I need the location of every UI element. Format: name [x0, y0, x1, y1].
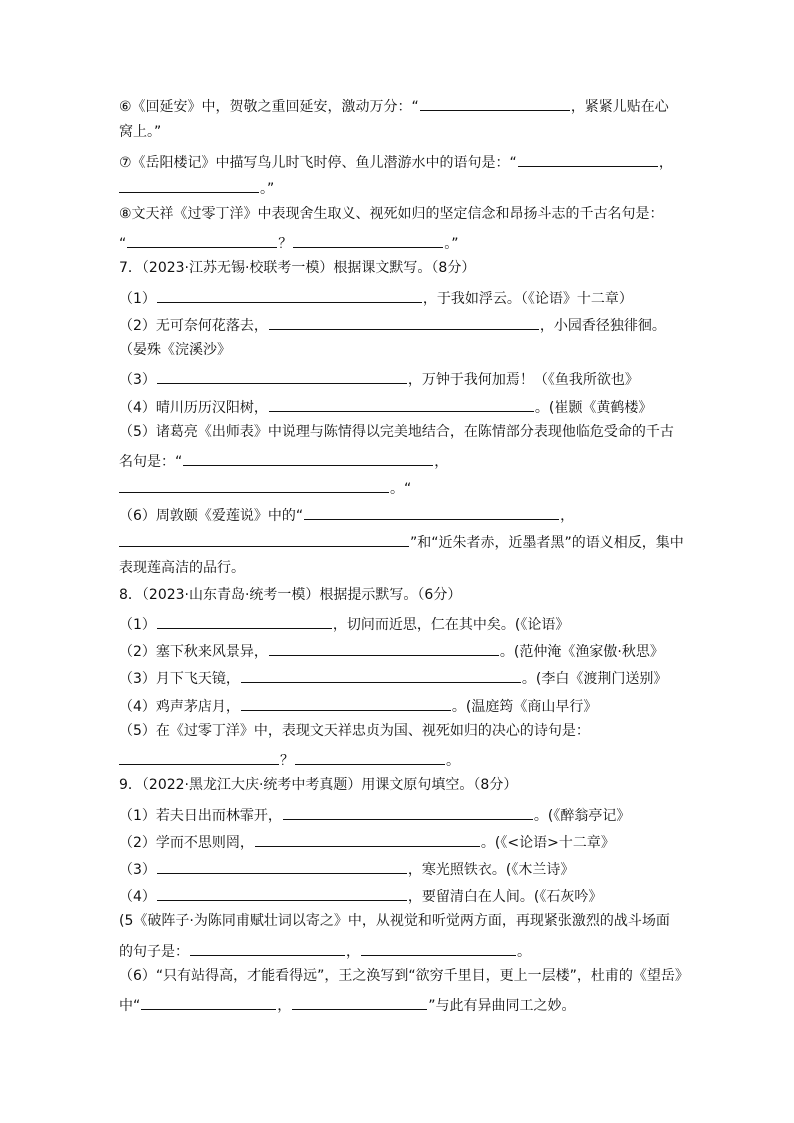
line-text: 9．（2022·黑龙江大庆·统考中考真题）用课文原句填空。（8分） [119, 777, 518, 793]
line-text: (5《破阵子·为陈同甫赋壮词以寄之》中，从视觉和听觉两方面，再现紧张激烈的战斗场面 [119, 913, 670, 929]
line-text: ，切问而近思，仁在其中矣。(《论语》 [332, 617, 570, 633]
q9-item-5-line-2 [119, 941, 531, 959]
q9-item-6-line-2 [119, 995, 576, 1013]
line-text: （1） [119, 617, 156, 633]
line-text: （4） [119, 889, 156, 905]
item-7-line-1 [119, 152, 673, 170]
q9-item-1 [119, 805, 630, 823]
line-text: （6）“只有站得高，才能看得远”，王之涣写到“欲穷千里目，更上一层楼”，杜甫的《望岳》 [119, 968, 689, 984]
line-text: （2）无可奈何花落去， [119, 318, 268, 334]
answer-blank[interactable] [241, 696, 451, 711]
line-text: ，紧紧儿贴在心 [570, 99, 669, 115]
q8-item-1 [119, 614, 569, 632]
answer-blank[interactable] [304, 505, 559, 520]
line-text: 表现莲高洁的品行。 [119, 560, 245, 576]
line-text: 。(范仲淹《渔家傲·秋思》 [499, 644, 664, 660]
answer-blank[interactable] [157, 369, 407, 384]
line-text: （2）塞下秋来风景异， [119, 644, 268, 660]
q7-item-5 [119, 424, 674, 442]
q7-item-5-line-3 [119, 478, 411, 496]
line-text: 。 [446, 753, 460, 769]
answer-blank[interactable] [190, 941, 345, 956]
item-6-line-1 [119, 96, 669, 114]
answer-blank[interactable] [183, 451, 433, 466]
line-text: 。(李白《渡荆门送别》 [521, 671, 668, 687]
q8-item-2 [119, 641, 664, 659]
line-text: ”和“近朱者赤，近墨者黑”的语义相反，集中 [410, 535, 684, 551]
answer-blank[interactable] [141, 995, 276, 1010]
answer-blank[interactable] [157, 288, 422, 303]
q9-item-2 [119, 832, 615, 850]
q8-item-4 [119, 696, 597, 714]
line-text: 中“ [119, 998, 141, 1014]
line-text: （4）鸡声茅店月， [119, 699, 240, 715]
line-text: ， [560, 508, 575, 524]
q7-item-6-line-2 [119, 532, 684, 550]
line-text: 的句子是： [119, 944, 189, 960]
line-text: ⑦《岳阳楼记》中描写鸟儿时飞时停、鱼儿潜游水中的语句是：“ [119, 155, 517, 171]
answer-blank[interactable] [269, 641, 499, 656]
line-text: 。 [517, 944, 531, 960]
line-text: ⑥《回延安》中，贺敬之重回延安，激动万分：“ [119, 99, 419, 115]
line-text: 。(崔颢《黄鹤楼》 [534, 400, 653, 416]
answer-blank[interactable] [293, 233, 443, 248]
line-text: 。(《醉翁亭记》 [533, 808, 631, 824]
answer-blank[interactable] [157, 859, 407, 874]
answer-blank[interactable] [518, 152, 658, 167]
q9-item-5 [119, 913, 670, 931]
answer-blank[interactable] [269, 315, 539, 330]
line-text: （2）学而不思则罔， [119, 835, 254, 851]
line-text: （6）周敦颐《爱莲说》中的“ [119, 508, 304, 524]
line-text: ， [658, 155, 673, 171]
line-text: “ [119, 236, 127, 252]
q7-item-6 [119, 505, 574, 523]
answer-blank[interactable] [127, 233, 277, 248]
q8-item-5-line-2 [119, 750, 460, 768]
line-text: ， [277, 998, 292, 1014]
answer-blank[interactable] [157, 886, 407, 901]
q8-item-3 [119, 668, 667, 686]
answer-blank[interactable] [269, 397, 534, 412]
answer-blank[interactable] [295, 750, 445, 765]
line-text: ？ [280, 753, 294, 769]
line-text: 。” [260, 181, 275, 197]
line-text: （1）若夫日出而林霏开， [119, 808, 282, 824]
line-text: ， [434, 454, 449, 470]
line-text: ⑧文天祥《过零丁洋》中表现舍生取义、视死如归的坚定信念和昂扬斗志的千古名句是： [119, 206, 664, 222]
line-text: 。(《<论语>十二章》 [480, 835, 615, 851]
answer-blank[interactable] [157, 614, 332, 629]
q7-item-5-line-2 [119, 451, 448, 469]
q7-item-4 [119, 397, 652, 415]
question-8-title [119, 587, 461, 605]
line-text: （5）诸葛亮《出师表》中说理与陈情得以完美地结合，在陈情部分表现他临危受命的千古 [119, 424, 674, 440]
answer-blank[interactable] [119, 750, 279, 765]
q7-item-2-source [119, 342, 231, 360]
line-text: （5）在《过零丁洋》中，表现文天祥忠贞为国、视死如归的决心的诗句是： [119, 723, 590, 739]
line-text: ，寒光照铁衣。(《木兰诗》 [407, 862, 575, 878]
answer-blank[interactable] [420, 96, 570, 111]
item-8-line-2 [119, 233, 459, 251]
q9-item-4 [119, 886, 602, 904]
q8-item-5 [119, 723, 590, 741]
line-text: 。(温庭筠《商山早行》 [451, 699, 598, 715]
line-text: 。” [444, 236, 459, 252]
item-8-line-1 [119, 206, 664, 224]
q7-item-1 [119, 288, 633, 306]
line-text: ， [346, 944, 360, 960]
line-text: 名句是：“ [119, 454, 183, 470]
line-text: 7．（2023·江苏无锡·校联考一模）根据课文默写。（8分） [119, 260, 476, 276]
line-text: ，要留清白在人间。(《石灰吟》 [407, 889, 603, 905]
answer-blank[interactable] [361, 941, 516, 956]
answer-blank[interactable] [119, 178, 259, 193]
question-9-title [119, 777, 517, 795]
line-text: （3） [119, 862, 156, 878]
q7-item-2 [119, 315, 666, 333]
answer-blank[interactable] [283, 805, 533, 820]
q7-item-6-line-3 [119, 560, 245, 578]
line-text: 8．（2023·山东青岛·统考一模）根据提示默写。（6分） [119, 587, 462, 603]
line-text: ？ [278, 236, 293, 252]
line-text: （3）月下飞天镜， [119, 671, 240, 687]
item-6-line-2 [119, 124, 161, 142]
line-text: ，于我如浮云。（《论语》十二章） [422, 291, 633, 307]
line-text: 窝上。” [119, 124, 162, 140]
line-text: ，小园香径独徘徊。 [539, 318, 666, 334]
q7-item-3 [119, 369, 639, 387]
line-text: （3） [119, 372, 156, 388]
answer-blank[interactable] [119, 532, 409, 547]
line-text: （4）晴川历历汉阳树， [119, 400, 268, 416]
answer-blank[interactable] [241, 668, 521, 683]
answer-blank[interactable] [292, 995, 427, 1010]
line-text: 。“ [390, 481, 412, 497]
line-text: ”与此有异曲同工之妙。 [428, 998, 576, 1014]
q9-item-6 [119, 968, 689, 986]
line-text: （晏殊《浣溪沙》 [119, 342, 231, 358]
item-7-line-2 [119, 178, 274, 196]
answer-blank[interactable] [119, 478, 389, 493]
q9-item-3 [119, 859, 574, 877]
question-7-title [119, 260, 475, 278]
line-text: （1） [119, 291, 156, 307]
line-text: ，万钟于我何加焉！（《鱼我所欲也》 [407, 372, 639, 388]
answer-blank[interactable] [255, 832, 480, 847]
